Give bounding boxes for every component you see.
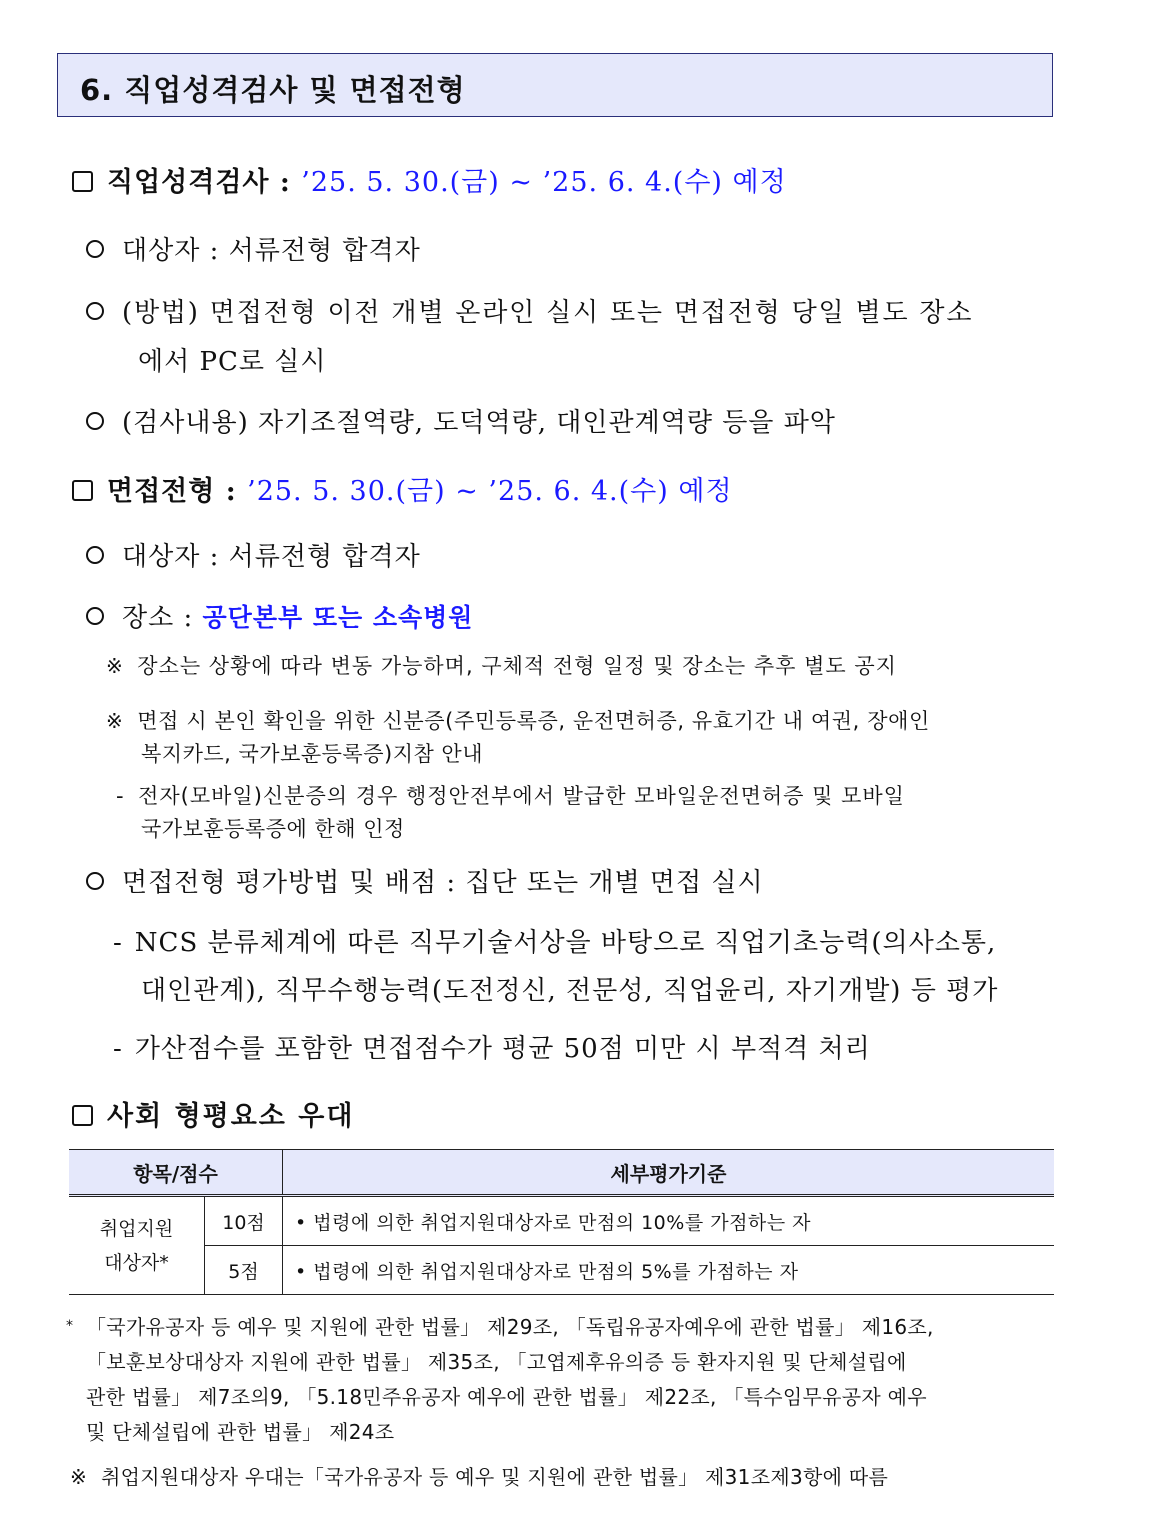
interview-eval-sub2: - 가산점수를 포함한 면접점수가 평균 50점 미만 시 부적격 처리	[113, 1034, 871, 1064]
checkbox-square-icon	[72, 1105, 93, 1126]
category-cell: 취업지원 대상자*	[69, 1196, 205, 1295]
note-id-required: ※ 면접 시 본인 확인을 위한 신분증(주민등록증, 운전면허증, 유효기간 내 여권, 장애인	[106, 709, 930, 733]
checkbox-square-icon	[72, 171, 93, 192]
section-title-box	[57, 53, 1053, 117]
footnote-mark: *	[66, 1318, 74, 1334]
table-row	[69, 1246, 1054, 1295]
heading-label: 직업성격검사 :	[107, 167, 302, 198]
points-cell: 10점	[205, 1196, 283, 1246]
table-header-row	[69, 1150, 1054, 1196]
personality-test-heading	[72, 160, 787, 199]
criteria-cell: • 법령에 의한 취업지원대상자로 만점의 5%를 가점하는 자	[283, 1246, 1055, 1295]
personality-target: 대상자 : 서류전형 합격자	[86, 230, 421, 267]
circle-bullet-icon	[86, 607, 104, 625]
section-title: 6. 직업성격검사 및 면접전형	[80, 73, 466, 107]
header-item-points: 항목/점수	[69, 1150, 283, 1196]
heading-schedule: ’25. 5. 30.(금) ~ ’25. 6. 4.(수) 예정	[247, 476, 733, 507]
heading-label: 면접전형 :	[107, 476, 248, 507]
final-note: ※ 취업지원대상자 우대는「국가유공자 등 예우 및 지원에 관한 법률」 제31조제3항에 따름	[70, 1465, 889, 1489]
circle-bullet-icon	[86, 240, 104, 258]
interview-eval-sub1-cont: 대인관계), 직무수행능력(도전정신, 전문성, 직업윤리, 자기개발) 등 평가	[141, 976, 999, 1006]
interview-target: 대상자 : 서류전형 합격자	[86, 536, 421, 573]
interview-heading	[72, 469, 733, 508]
circle-bullet-icon	[86, 412, 104, 430]
criteria-cell: • 법령에 의한 취업지원대상자로 만점의 10%를 가점하는 자	[283, 1196, 1055, 1246]
dash-bullet: -	[113, 1034, 123, 1064]
social-equity-table	[69, 1149, 1054, 1295]
reference-mark-icon: ※	[106, 709, 124, 733]
personality-method-cont: 에서 PC로 실시	[138, 347, 327, 377]
points-cell: 5점	[205, 1246, 283, 1295]
personality-method: (방법) 면접전형 이전 개별 온라인 실시 또는 면접전형 당일 별도 장소	[86, 292, 973, 329]
note-id-required-cont: 복지카드, 국가보훈등록증)지참 안내	[141, 742, 484, 766]
interview-eval-sub1: - NCS 분류체계에 따른 직무기술서상을 바탕으로 직업기초능력(의사소통,	[113, 928, 997, 958]
table-row	[69, 1196, 1054, 1246]
note-venue-change: ※ 장소는 상황에 따라 변동 가능하며, 구체적 전형 일정 및 장소는 추후 별도 공지	[106, 654, 897, 678]
footnote-line: 「보훈보상대상자 지원에 관한 법률」 제35조, 「고엽제후유의증 등 환자지원 및 단체설립에	[86, 1350, 907, 1374]
reference-mark-icon: ※	[70, 1465, 88, 1489]
interview-place: 장소 : 공단본부 또는 소속병원	[86, 597, 473, 634]
footnote-line: 및 단체설립에 관한 법률」 제24조	[86, 1420, 395, 1444]
interview-place-value: 공단본부 또는 소속병원	[202, 603, 474, 632]
footnote-line: 「국가유공자 등 예우 및 지원에 관한 법률」 제29조, 「독립유공자예우에 관한 법률」 제16조,	[86, 1315, 934, 1339]
note-mobile-id: - 전자(모바일)신분증의 경우 행정안전부에서 발급한 모바일운전면허증 및 모바일	[116, 784, 905, 808]
header-criteria: 세부평가기준	[283, 1150, 1055, 1196]
footnote-line: 관한 법률」 제7조의9, 「5.18민주유공자 예우에 관한 법률」 제22조, 「특수임무유공자 예우	[86, 1385, 927, 1409]
note-mobile-id-cont: 국가보훈등록증에 한해 인정	[141, 817, 405, 841]
circle-bullet-icon	[86, 546, 104, 564]
reference-mark-icon: ※	[106, 654, 124, 678]
heading-schedule: ’25. 5. 30.(금) ~ ’25. 6. 4.(수) 예정	[301, 167, 787, 198]
checkbox-square-icon	[72, 480, 93, 501]
dash-bullet: -	[116, 784, 125, 808]
dash-bullet: -	[113, 928, 123, 958]
personality-content: (검사내용) 자기조절역량, 도덕역량, 대인관계역량 등을 파악	[86, 402, 836, 439]
interview-eval: 면접전형 평가방법 및 배점 : 집단 또는 개별 면접 실시	[86, 862, 764, 899]
social-equity-heading: 사회 형평요소 우대	[72, 1094, 354, 1133]
circle-bullet-icon	[86, 302, 104, 320]
circle-bullet-icon	[86, 872, 104, 890]
